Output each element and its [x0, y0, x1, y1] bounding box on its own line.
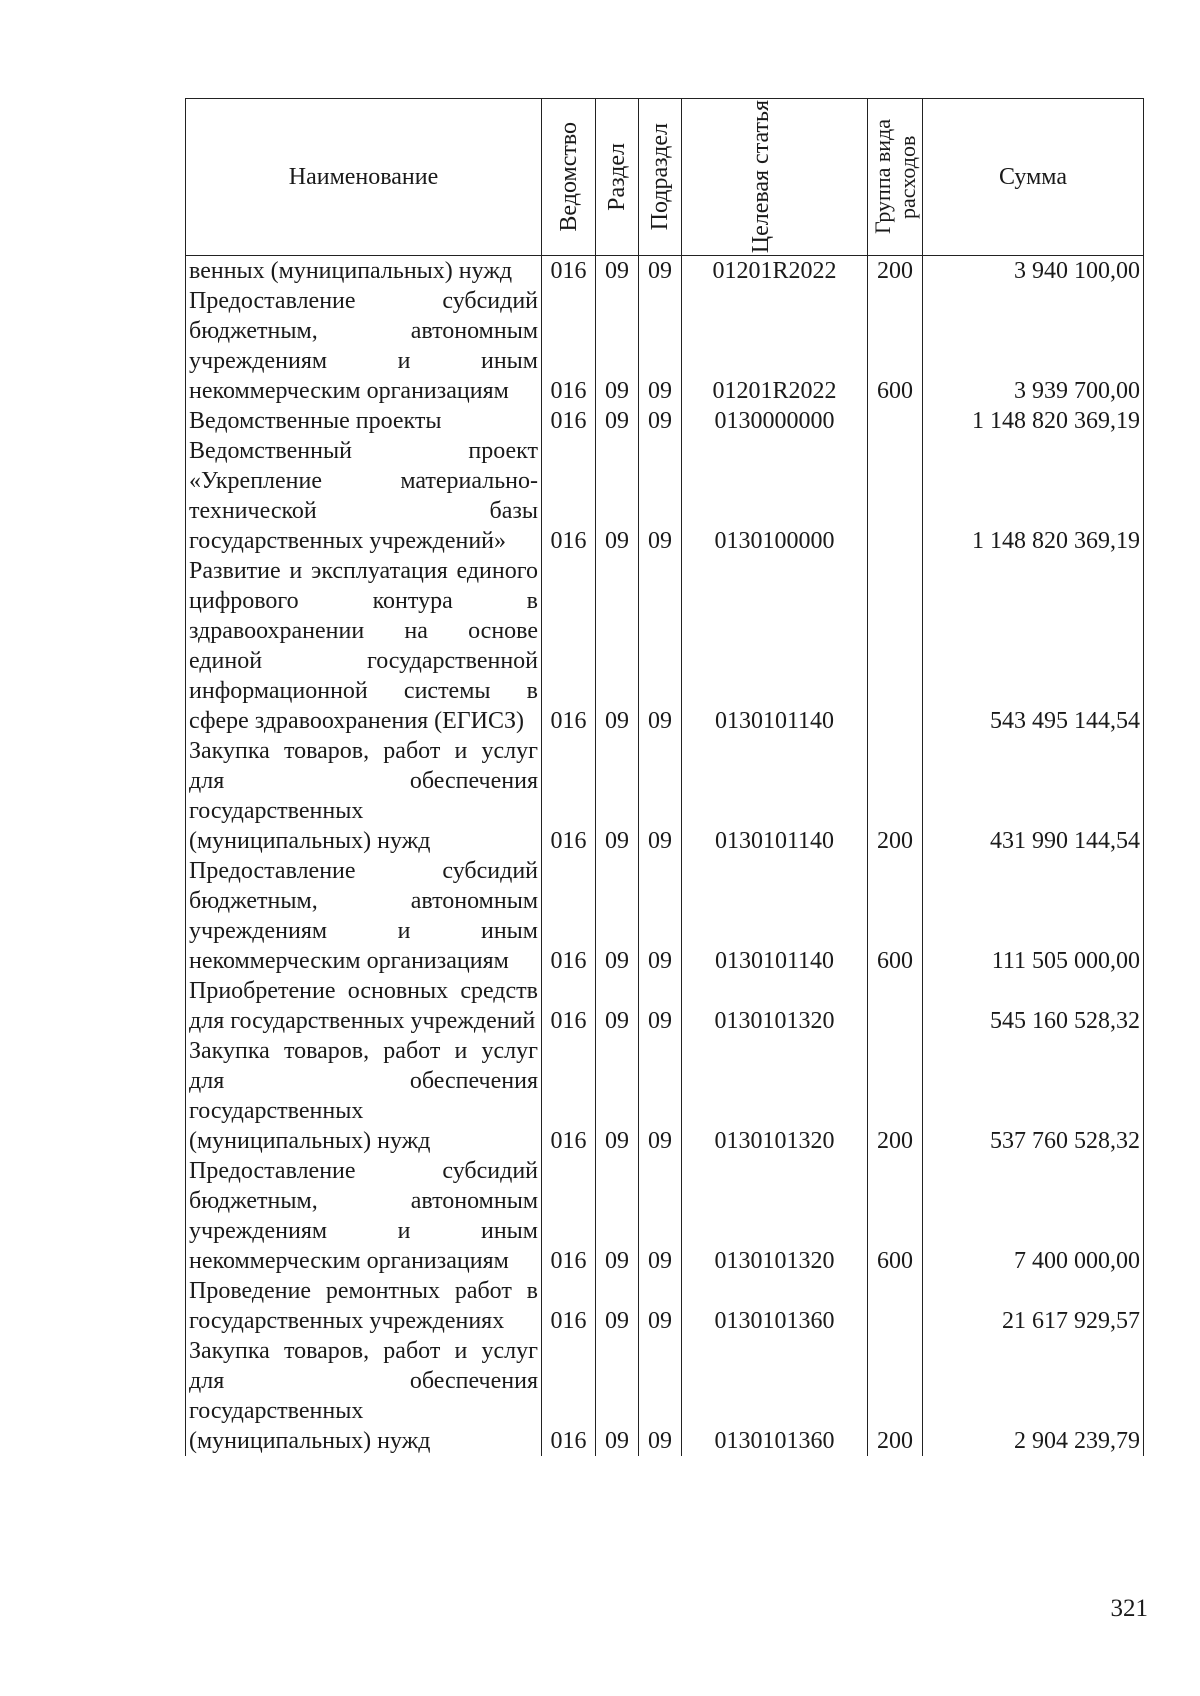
row-expense-group	[868, 556, 923, 736]
table-row	[186, 406, 1144, 436]
row-target-article: 0130101320	[682, 976, 868, 1036]
row-target-article: 0130101140	[682, 736, 868, 856]
row-name: Закупка товаров, работ и услуг для обеспечения государственных (муниципальных) нужд	[186, 1036, 542, 1156]
row-target-article: 0130101360	[682, 1276, 868, 1336]
row-subsection: 09	[639, 1156, 682, 1276]
row-section: 09	[596, 856, 639, 976]
row-subsection: 09	[639, 406, 682, 436]
row-target-article: 0130101320	[682, 1036, 868, 1156]
row-name: Проведение ремонтных работ в государственных учреждениях	[186, 1276, 542, 1336]
row-amount: 111 505 000,00	[923, 856, 1144, 976]
row-target-article: 0130101140	[682, 556, 868, 736]
header-section: Раздел	[596, 99, 639, 256]
row-department: 016	[542, 1036, 596, 1156]
table-row	[186, 436, 1144, 556]
row-department: 016	[542, 1156, 596, 1276]
row-section: 09	[596, 1036, 639, 1156]
header-amount: Сумма	[923, 99, 1144, 256]
row-name: Развитие и эксплуатация единого цифрового контура в здравоохранении на основе единой государственной информационной системы в сфере здравоохранения (ЕГИСЗ)	[186, 556, 542, 736]
row-subsection: 09	[639, 256, 682, 287]
row-subsection: 09	[639, 1036, 682, 1156]
table-row	[186, 976, 1144, 1036]
header-expense-group: Группа вида расходов	[868, 99, 923, 256]
row-section: 09	[596, 436, 639, 556]
row-department: 016	[542, 976, 596, 1036]
row-subsection: 09	[639, 856, 682, 976]
row-section: 09	[596, 286, 639, 406]
row-target-article: 0130101140	[682, 856, 868, 976]
row-section: 09	[596, 556, 639, 736]
table-row	[186, 556, 1144, 736]
row-target-article: 0130101320	[682, 1156, 868, 1276]
row-subsection: 09	[639, 1276, 682, 1336]
row-department: 016	[542, 406, 596, 436]
row-name: Ведомственный проект «Укрепление материально-технической базы государственных учреждений»	[186, 436, 542, 556]
row-name: Закупка товаров, работ и услуг для обеспечения государственных (муниципальных) нужд	[186, 736, 542, 856]
row-amount: 21 617 929,57	[923, 1276, 1144, 1336]
header-department: Ведомство	[542, 99, 596, 256]
row-amount: 7 400 000,00	[923, 1156, 1144, 1276]
row-name: Ведомственные проекты	[186, 406, 542, 436]
row-subsection: 09	[639, 1336, 682, 1456]
table-row	[186, 256, 1144, 287]
row-section: 09	[596, 1276, 639, 1336]
row-subsection: 09	[639, 736, 682, 856]
row-expense-group: 600	[868, 856, 923, 976]
row-target-article: 0130101360	[682, 1336, 868, 1456]
row-amount: 1 148 820 369,19	[923, 406, 1144, 436]
row-expense-group: 600	[868, 286, 923, 406]
row-amount: 1 148 820 369,19	[923, 436, 1144, 556]
row-department: 016	[542, 736, 596, 856]
row-expense-group	[868, 976, 923, 1036]
row-subsection: 09	[639, 556, 682, 736]
row-expense-group: 200	[868, 736, 923, 856]
row-section: 09	[596, 406, 639, 436]
row-amount: 545 160 528,32	[923, 976, 1144, 1036]
row-amount: 3 939 700,00	[923, 286, 1144, 406]
row-target-article: 0130100000	[682, 436, 868, 556]
row-department: 016	[542, 286, 596, 406]
row-section: 09	[596, 976, 639, 1036]
row-section: 09	[596, 256, 639, 287]
table-row	[186, 286, 1144, 406]
header-subsection: Подраздел	[639, 99, 682, 256]
header-target-article: Целевая статья	[682, 99, 868, 256]
row-department: 016	[542, 856, 596, 976]
row-name: Предоставление субсидий бюджетным, автономным учреждениям и иным некоммерческим организациям	[186, 1156, 542, 1276]
row-amount: 431 990 144,54	[923, 736, 1144, 856]
row-target-article: 01201R2022	[682, 286, 868, 406]
row-section: 09	[596, 736, 639, 856]
row-amount: 537 760 528,32	[923, 1036, 1144, 1156]
table-row	[186, 1336, 1144, 1456]
row-department: 016	[542, 556, 596, 736]
row-department: 016	[542, 1276, 596, 1336]
row-expense-group	[868, 436, 923, 556]
row-department: 016	[542, 256, 596, 287]
row-section: 09	[596, 1156, 639, 1276]
row-target-article: 01201R2022	[682, 256, 868, 287]
row-name: Предоставление субсидий бюджетным, автономным учреждениям и иным некоммерческим организациям	[186, 856, 542, 976]
row-expense-group: 600	[868, 1156, 923, 1276]
row-expense-group	[868, 406, 923, 436]
page-number: 321	[1110, 1595, 1148, 1622]
row-amount: 3 940 100,00	[923, 256, 1144, 287]
table-row	[186, 736, 1144, 856]
table-row	[186, 1036, 1144, 1156]
row-expense-group: 200	[868, 1336, 923, 1456]
table-row	[186, 856, 1144, 976]
row-department: 016	[542, 436, 596, 556]
header-name: Наименование	[186, 99, 542, 256]
row-department: 016	[542, 1336, 596, 1456]
table-header-row	[186, 99, 1144, 256]
row-amount: 2 904 239,79	[923, 1336, 1144, 1456]
row-amount: 543 495 144,54	[923, 556, 1144, 736]
row-name: Приобретение основных средств для государственных учреждений	[186, 976, 542, 1036]
row-expense-group: 200	[868, 256, 923, 287]
row-target-article: 0130000000	[682, 406, 868, 436]
row-subsection: 09	[639, 976, 682, 1036]
row-name: Закупка товаров, работ и услуг для обеспечения государственных (муниципальных) нужд	[186, 1336, 542, 1456]
table-row	[186, 1276, 1144, 1336]
row-name: Предоставление субсидий бюджетным, автономным учреждениям и иным некоммерческим организациям	[186, 286, 542, 406]
row-expense-group	[868, 1276, 923, 1336]
row-name: венных (муниципальных) нужд	[186, 256, 542, 287]
row-section: 09	[596, 1336, 639, 1456]
row-expense-group: 200	[868, 1036, 923, 1156]
table-row	[186, 1156, 1144, 1276]
row-subsection: 09	[639, 286, 682, 406]
row-subsection: 09	[639, 436, 682, 556]
budget-table	[185, 98, 1144, 1456]
